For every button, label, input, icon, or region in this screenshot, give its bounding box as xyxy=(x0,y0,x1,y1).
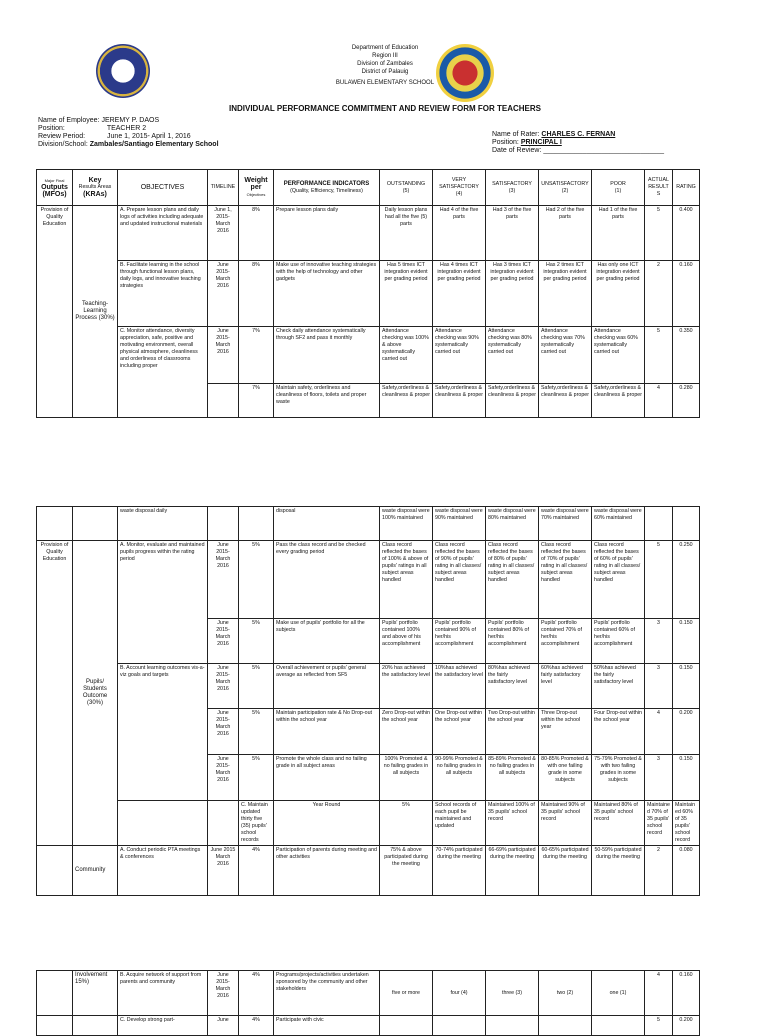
timeline-cell: June 2015- March 2016 xyxy=(208,327,239,384)
table-row xyxy=(37,846,700,896)
employee-name: JEREMY P. DAOS xyxy=(101,117,160,124)
ipcr-table-page3 xyxy=(36,970,700,1036)
kra-cell: Community xyxy=(73,846,118,896)
very-satisfactory-cell xyxy=(433,1016,486,1036)
timeline-cell: June 2015- March 2016 xyxy=(208,619,239,664)
rater-name: CHARLES C. FERNAN xyxy=(541,131,616,138)
rating-cell: 0.350 xyxy=(673,327,700,384)
outstanding-cell: 75% & above participated during the meeting xyxy=(380,846,433,896)
satisfactory-cell: 85-89% Promoted & no failing grades in all subjects xyxy=(486,755,539,801)
timeline-cell: June 2015- March 2016 xyxy=(208,709,239,755)
very-satisfactory-cell: four (4) xyxy=(433,971,486,1016)
very-satisfactory-cell: Has 4 times ICT integration evident per grading period xyxy=(433,261,486,327)
timeline-cell: June 2015- March 2016 xyxy=(208,541,239,619)
outstanding-cell: Maintained 100% of 35 pupils' school record xyxy=(486,801,539,846)
actual-result-cell: 5 xyxy=(645,327,673,384)
kra-header: Key xyxy=(88,177,102,184)
satisfactory-cell: three (3) xyxy=(486,971,539,1016)
pi-header: PERFORMANCE INDICATORS xyxy=(283,180,370,187)
satisfactory-cell: Maintained 80% of 35 pupils' school record xyxy=(592,801,645,846)
rating-header: RATING xyxy=(673,170,700,206)
review-period-label: Review Period: xyxy=(38,133,86,140)
very-satisfactory-cell: 90-99% Promoted & no failing grades in all subjects xyxy=(433,755,486,801)
unsatisfactory-cell: 80-85% Promoted & with one failing grade in some subjects xyxy=(539,755,592,801)
employee-name-label: Name of Employee: xyxy=(38,117,100,124)
weight-cell: 4% xyxy=(239,971,274,1016)
objective-cell: C. Develop strong part- xyxy=(118,1016,208,1036)
poor-cell: Pupils' portfolio contained 60% of her/his accomplishment xyxy=(592,619,645,664)
rating-cell: 0.150 xyxy=(673,755,700,801)
satisfactory-cell: 80%has achieved the fairly satisfactory level xyxy=(486,664,539,709)
poor-cell: waste disposal were 60% maintained xyxy=(592,507,645,541)
poor-score: (1) xyxy=(614,187,622,194)
indicator-cell: Pass the class record and be checked every grading period xyxy=(274,541,380,619)
kra-header-abbr: (KRAs) xyxy=(83,191,107,198)
unsatisfactory-cell: 60-65% participated during the meeting xyxy=(539,846,592,896)
form-title: INDIVIDUAL PERFORMANCE COMMITMENT AND REVIEW FORM FOR TEACHERS xyxy=(229,104,541,113)
satisfactory-cell: Class record reflected the bases of 80% of pupils' rating in all classes/ subject areas handled xyxy=(486,541,539,619)
very-satisfactory-cell: Attendance checking was 90% systematically carried out xyxy=(433,327,486,384)
very-satisfactory-header: SATISFACTORY xyxy=(439,184,479,190)
poor-cell: one (1) xyxy=(592,971,645,1016)
objective-cell: A. Monitor, evaluate and maintained pupils progress within the rating period xyxy=(118,541,208,664)
very-satisfactory-cell: Maintained 90% of 35 pupils' school record xyxy=(539,801,592,846)
satisfactory-cell: Had 3 of the five parts xyxy=(486,206,539,261)
satisfactory-cell: Safety,orderliness & cleanliness & proper xyxy=(486,384,539,418)
table-row xyxy=(37,971,700,1016)
pi-subheader: (Quality, Efficiency, Timeliness) xyxy=(290,187,363,194)
weight-cell: 5% xyxy=(239,709,274,755)
kra-header-small: Results Areas xyxy=(78,184,112,190)
outstanding-cell: Daily lesson plans had all the five (5) parts xyxy=(380,206,433,261)
weight-cell: 8% xyxy=(239,206,274,261)
school-label: Division/School: xyxy=(38,141,88,148)
unsatisfactory-cell: Has 2 times ICT integration evident per grading period xyxy=(539,261,592,327)
actual-result-cell: 3 xyxy=(645,664,673,709)
timeline-cell: Year Round xyxy=(274,801,380,846)
rating-cell: 0.150 xyxy=(673,664,700,709)
objectives-header: OBJECTIVES xyxy=(118,170,208,206)
outstanding-score: (5) xyxy=(402,187,410,194)
unsatisfactory-cell: Three Drop-out within the school year xyxy=(539,709,592,755)
actual-result-cell: 5 xyxy=(645,206,673,261)
ipcr-table-page1 xyxy=(36,169,700,418)
employee-position: TEACHER 2 xyxy=(106,125,147,132)
very-satisfactory-score: (4) xyxy=(455,191,463,197)
review-period: June 1, 2015- April 1, 2016 xyxy=(107,133,191,140)
poor-cell: Maintained 60% of 35 pupils' school record xyxy=(673,801,700,846)
actual-result-cell: 4 xyxy=(645,384,673,418)
division: Division of Zambales xyxy=(357,61,413,67)
weight-cell: 5% xyxy=(239,619,274,664)
indicator-cell: Make use of pupils' portfolio for all the subjects xyxy=(274,619,380,664)
objective-cell: B. Account learning outcomes vis-a-viz goals and targets xyxy=(118,664,208,801)
unsatisfactory-cell: 60%has achieved fairly satisfactory level xyxy=(539,664,592,709)
table-row xyxy=(37,541,700,619)
mfo-cell: Provision of Quality Education xyxy=(37,206,73,418)
actual-result-cell: 3 xyxy=(645,755,673,801)
rating-cell: 0.080 xyxy=(673,846,700,896)
rating-cell: 0.160 xyxy=(673,971,700,1016)
poor-cell: Class record reflected the bases of 60% of pupils' rating in all classes/ subject areas handled xyxy=(592,541,645,619)
actual-result-cell: 3 xyxy=(645,619,673,664)
actual-result-cell: 2 xyxy=(645,261,673,327)
very-satisfactory-cell: 70-74% participated during the meeting xyxy=(433,846,486,896)
table-row xyxy=(37,327,700,384)
very-satisfactory-cell: One Drop-out within the school year xyxy=(433,709,486,755)
timeline-cell xyxy=(208,384,239,418)
objective-cell: B. Facilitate learning in the school through functional lesson plans, daily logs, and innovative teaching strategies xyxy=(118,261,208,327)
unsatisfactory-cell: Pupils' portfolio contained 70% of her/his accomplishment xyxy=(539,619,592,664)
outstanding-cell: Safety,orderliness & cleanliness & proper xyxy=(380,384,433,418)
very-satisfactory-cell: Had 4 of the five parts xyxy=(433,206,486,261)
mfo-cell: Provision of Quality Education xyxy=(37,541,73,846)
outstanding-cell xyxy=(380,1016,433,1036)
rater-position-label: Position: xyxy=(492,139,519,146)
unsatisfactory-cell: Attendance checking was 70% systematically carried out xyxy=(539,327,592,384)
unsatisfactory-cell: Had 2 of the five parts xyxy=(539,206,592,261)
weight-cell: 7% xyxy=(239,384,274,418)
rating-cell: 0.280 xyxy=(673,384,700,418)
poor-cell: Safety,orderliness & cleanliness & proper xyxy=(592,384,645,418)
indicator-cell: Maintain participation rate & No Drop-out within the school year xyxy=(274,709,380,755)
indicator-cell: Maintain safety, orderliness and cleanliness of floors, toilets and proper waste xyxy=(274,384,380,418)
outstanding-cell: Has 5 times ICT integration evident per grading period xyxy=(380,261,433,327)
weight-header-small: Objectives xyxy=(246,192,266,197)
satisfactory-cell xyxy=(486,1016,539,1036)
indicator-cell: Programs/projects/activities undertaken sponsored by the community and other stakeholders xyxy=(274,971,380,1016)
satisfactory-cell: 66-69% participated during the meeting xyxy=(486,846,539,896)
indicator-cell: Prepare lesson plans daily xyxy=(274,206,380,261)
weight-cell: 5% xyxy=(239,755,274,801)
ipcr-table-page2 xyxy=(36,506,700,896)
unsatisfactory-cell: Safety,orderliness & cleanliness & proper xyxy=(539,384,592,418)
unsatisfactory-cell: Maintained 70% of 35 pupils' school record xyxy=(645,801,673,846)
indicator-cell: Participate with civic xyxy=(274,1016,380,1036)
weight-header: Weight per xyxy=(244,177,268,191)
timeline-cell: June 2015- March 2016 xyxy=(208,664,239,709)
timeline-cell: June xyxy=(208,1016,239,1036)
district: District of Palauig xyxy=(361,69,409,75)
weight-cell: 5% xyxy=(239,541,274,619)
outstanding-cell: Attendance checking was 100% & above systematically carried out xyxy=(380,327,433,384)
poor-cell: Four Drop-out within the school year xyxy=(592,709,645,755)
very-satisfactory-cell: waste disposal were 90% maintained xyxy=(433,507,486,541)
actual-result-cell: 5 xyxy=(645,1016,673,1036)
rating-cell: 0.250 xyxy=(673,541,700,619)
unsatisfactory-score: (2) xyxy=(561,187,569,194)
review-date: _______________________________ xyxy=(543,147,665,154)
weight-cell: 5% xyxy=(239,664,274,709)
objective-cell: B. Acquire network of support from parents and community xyxy=(118,971,208,1016)
indicator-cell: Make use of innovative teaching strategies with the help of technology and other gadgets xyxy=(274,261,380,327)
unsatisfactory-cell: waste disposal were 70% maintained xyxy=(539,507,592,541)
objective-cell: A. Prepare lesson plans and daily logs of activities including adequate and updated instructional materials xyxy=(118,206,208,261)
satisfactory-cell: waste disposal were 80% maintained xyxy=(486,507,539,541)
region: Region III xyxy=(372,53,398,59)
mfo-header: Outputs (MFOs) xyxy=(41,184,68,198)
actual-result-cell: 4 xyxy=(645,709,673,755)
indicator-cell: Overall achievement or pupils' general average as reflected from SF5 xyxy=(274,664,380,709)
weight-cell: 7% xyxy=(239,327,274,384)
unsatisfactory-cell: two (2) xyxy=(539,971,592,1016)
indicator-cell: disposal xyxy=(274,507,380,541)
table-row xyxy=(37,1016,700,1036)
timeline-cell: June 2015- March 2016 xyxy=(208,261,239,327)
deped-seal xyxy=(96,44,150,98)
rater-position: PRINCIPAL I xyxy=(520,139,562,146)
weight-cell: 4% xyxy=(239,846,274,896)
actual-result-cell: 2 xyxy=(645,846,673,896)
weight-cell: 8% xyxy=(239,261,274,327)
table-row xyxy=(37,261,700,327)
position-label: Position: xyxy=(38,125,65,132)
mfo-header-small: Major Final xyxy=(44,178,65,183)
review-date-label: Date of Review: xyxy=(492,147,542,154)
poor-header: POOR xyxy=(610,180,626,187)
indicator-cell: Promote the whole class and no failing grade in all subject areas xyxy=(274,755,380,801)
very-satisfactory-cell: Safety,orderliness & cleanliness & proper xyxy=(433,384,486,418)
satisfactory-header: SATISFACTORY xyxy=(492,180,532,187)
poor-cell: Attendance checking was 60% systematically carried out xyxy=(592,327,645,384)
table-row xyxy=(37,664,700,709)
objective-cell: A. Conduct periodic PTA meetings & conferences xyxy=(118,846,208,896)
very-satisfactory-cell: Class record reflected the bases of 90% of pupils' rating in all classes/ subject areas handled xyxy=(433,541,486,619)
school-name: BULAWEN ELEMENTARY SCHOOL xyxy=(335,80,435,86)
rating-cell: 0.160 xyxy=(673,261,700,327)
satisfactory-cell: Pupils' portfolio contained 80% of her/his accomplishment xyxy=(486,619,539,664)
rating-cell: 0.200 xyxy=(673,1016,700,1036)
very-satisfactory-cell: 10%has achieved the satisfactory level xyxy=(433,664,486,709)
outstanding-cell: waste disposal were 100% maintained xyxy=(380,507,433,541)
very-satisfactory-cell: Pupils' portfolio contained 90% of her/his accomplishment xyxy=(433,619,486,664)
satisfactory-cell: Two Drop-out within the school year xyxy=(486,709,539,755)
outstanding-header: OUTSTANDING xyxy=(386,180,426,187)
table-row xyxy=(37,801,700,846)
dept-name: Department of Education xyxy=(351,45,419,51)
actual-result-cell: 4 xyxy=(645,971,673,1016)
actual-result-cell: 5 xyxy=(645,541,673,619)
satisfactory-cell: Has 3 times ICT integration evident per grading period xyxy=(486,261,539,327)
unsatisfactory-cell xyxy=(539,1016,592,1036)
rater-name-label: Name of Rater: xyxy=(492,131,540,138)
indicator-cell: School records of each pupil be maintained and updated xyxy=(433,801,486,846)
actual-results-header: ACTUAL RESULTS xyxy=(645,170,673,206)
objective-cell: C. Maintain updated thirty five (35) pupils' school records xyxy=(239,801,274,846)
weight-cell: 5% xyxy=(380,801,433,846)
outstanding-cell: Class record reflected the bases of 100% & above of pupils' ratings in all subject areas handled xyxy=(380,541,433,619)
rating-cell: 0.400 xyxy=(673,206,700,261)
very-header-top: VERY xyxy=(451,177,467,183)
outstanding-cell: 100% Promoted & no failing grades in all subjects xyxy=(380,755,433,801)
poor-cell xyxy=(592,1016,645,1036)
kra-cell: Pupils/ Students Outcome (30%) xyxy=(73,541,118,846)
indicator-cell: Check daily attendance systematically through SF2 and pass it monthly xyxy=(274,327,380,384)
unsatisfactory-cell: Class record reflected the bases of 70% of pupils' rating in all classes/ subject areas handled xyxy=(539,541,592,619)
poor-cell: Had 1 of the five parts xyxy=(592,206,645,261)
timeline-header: TIMELINE xyxy=(208,170,239,206)
timeline-cell: June 2015 March 2016 xyxy=(208,846,239,896)
rating-cell: 0.200 xyxy=(673,709,700,755)
indicator-cell: Participation of parents during meeting and other activities xyxy=(274,846,380,896)
outstanding-cell: 20% has achieved the satisfactory level xyxy=(380,664,433,709)
satisfactory-score: (3) xyxy=(508,187,516,194)
outstanding-cell: five or more xyxy=(380,971,433,1016)
unsatisfactory-header: UNSATISFACTORY xyxy=(541,180,589,187)
satisfactory-cell: Attendance checking was 80% systematically carried out xyxy=(486,327,539,384)
timeline-cell: June 2015- March 2016 xyxy=(208,971,239,1016)
outstanding-cell: Pupils' portfolio contained 100% and above of his accomplishment xyxy=(380,619,433,664)
objective-cell: C. Monitor attendance, diversity appreciation, safe, positive and motivating environment, overall physical atmosphere, cleanliness and orderliness of classrooms including proper xyxy=(118,327,208,418)
employee-school: Zambales/Santiago Elementary School xyxy=(89,141,219,148)
timeline-cell: June 1, 2015- March 2016 xyxy=(208,206,239,261)
outstanding-cell: Zero Drop-out within the school year xyxy=(380,709,433,755)
table-row xyxy=(37,507,700,541)
kra-cell: Teaching- Learning Process (30%) xyxy=(73,206,118,418)
table-row xyxy=(37,206,700,261)
objective-cell: waste disposal daily xyxy=(118,507,208,541)
kra-cell: Involvement 15%) xyxy=(73,971,118,1016)
poor-cell: 50%has achieved the fairly satisfactory level xyxy=(592,664,645,709)
weight-cell: 4% xyxy=(239,1016,274,1036)
rating-cell: 0.150 xyxy=(673,619,700,664)
poor-cell: Has only one ICT integration evident per grading period xyxy=(592,261,645,327)
poor-cell: 50-59% participated during the meeting xyxy=(592,846,645,896)
timeline-cell: June 2015- March 2016 xyxy=(208,755,239,801)
poor-cell: 75-79% Promoted & with two failing grades in some subjects xyxy=(592,755,645,801)
